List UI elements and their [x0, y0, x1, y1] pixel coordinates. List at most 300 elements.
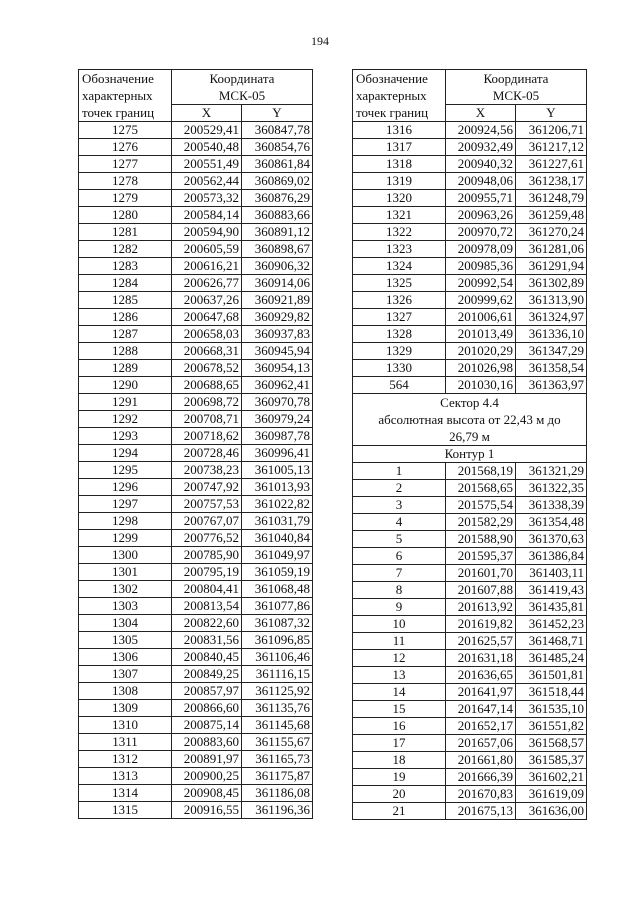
table-row	[79, 139, 313, 156]
y-coordinate-cell: 360979,24	[242, 411, 313, 428]
y-coordinate-cell: 361022,82	[242, 496, 313, 513]
header-coord-line2: МСК-05	[492, 88, 540, 103]
x-coordinate-cell: 200948,06	[446, 173, 516, 190]
x-coordinate-cell: 200857,97	[172, 683, 242, 700]
point-number-cell: 1307	[79, 666, 172, 683]
y-coordinate-cell: 361175,87	[242, 768, 313, 785]
x-coordinate-cell: 200978,09	[446, 241, 516, 258]
x-coordinate-cell: 201631,18	[446, 650, 516, 667]
table-header-row	[353, 70, 587, 105]
point-number-cell: 15	[353, 701, 446, 718]
point-number-cell: 1314	[79, 785, 172, 802]
table-row	[79, 445, 313, 462]
table-row	[353, 309, 587, 326]
table-row	[79, 598, 313, 615]
y-coordinate-cell: 361636,00	[516, 803, 587, 820]
table-row	[353, 599, 587, 616]
x-coordinate-cell: 201588,90	[446, 531, 516, 548]
x-coordinate-cell: 200658,03	[172, 326, 242, 343]
point-number-cell: 10	[353, 616, 446, 633]
table-row	[79, 190, 313, 207]
point-number-cell: 1306	[79, 649, 172, 666]
point-number-cell: 1293	[79, 428, 172, 445]
table-row	[79, 241, 313, 258]
x-coordinate-cell: 200540,48	[172, 139, 242, 156]
table-row	[79, 615, 313, 632]
table-row	[79, 547, 313, 564]
table-row	[79, 802, 313, 819]
y-coordinate-cell: 361322,35	[516, 480, 587, 497]
point-number-cell: 1282	[79, 241, 172, 258]
page-number: 194	[311, 34, 329, 48]
x-coordinate-cell: 200908,45	[172, 785, 242, 802]
y-coordinate-cell: 361386,84	[516, 548, 587, 565]
y-coordinate-cell: 360937,83	[242, 326, 313, 343]
y-coordinate-cell: 361347,29	[516, 343, 587, 360]
x-coordinate-cell: 200551,49	[172, 156, 242, 173]
y-coordinate-cell: 361196,36	[242, 802, 313, 819]
x-coordinate-cell: 200883,60	[172, 734, 242, 751]
y-coordinate-cell: 361155,67	[242, 734, 313, 751]
y-coordinate-cell: 361321,29	[516, 463, 587, 480]
y-coordinate-cell: 360847,78	[242, 122, 313, 139]
table-row	[353, 548, 587, 565]
point-number-cell: 1275	[79, 122, 172, 139]
point-number-cell: 1286	[79, 309, 172, 326]
coordinates-table-right	[352, 69, 587, 820]
header-label-line3: точек границ	[82, 105, 155, 120]
table-row	[79, 377, 313, 394]
point-number-cell: 1296	[79, 479, 172, 496]
x-coordinate-cell: 200813,54	[172, 598, 242, 615]
y-coordinate-cell: 361363,97	[516, 377, 587, 394]
x-coordinate-cell: 200757,53	[172, 496, 242, 513]
table-row	[353, 275, 587, 292]
point-number-cell: 1327	[353, 309, 446, 326]
x-coordinate-cell: 200785,90	[172, 547, 242, 564]
point-number-cell: 1315	[79, 802, 172, 819]
point-number-cell: 1317	[353, 139, 446, 156]
x-coordinate-cell: 200992,54	[446, 275, 516, 292]
table-row	[79, 479, 313, 496]
point-number-cell: 1299	[79, 530, 172, 547]
y-coordinate-cell: 361485,24	[516, 650, 587, 667]
x-coordinate-cell: 200728,46	[172, 445, 242, 462]
point-number-cell: 1311	[79, 734, 172, 751]
y-coordinate-cell: 361145,68	[242, 717, 313, 734]
table-row	[79, 683, 313, 700]
y-coordinate-cell: 361370,63	[516, 531, 587, 548]
table-row	[79, 530, 313, 547]
table-row	[79, 734, 313, 751]
y-coordinate-cell: 361313,90	[516, 292, 587, 309]
x-coordinate-cell: 200747,92	[172, 479, 242, 496]
right-table-body	[353, 70, 587, 820]
table-row	[79, 717, 313, 734]
y-coordinate-cell: 361338,39	[516, 497, 587, 514]
table-row	[353, 582, 587, 599]
y-coordinate-cell: 361227,61	[516, 156, 587, 173]
x-coordinate-cell: 201026,98	[446, 360, 516, 377]
point-number-cell: 1302	[79, 581, 172, 598]
table-row	[353, 480, 587, 497]
table-row	[353, 241, 587, 258]
point-number-cell: 5	[353, 531, 446, 548]
table-row	[353, 292, 587, 309]
y-coordinate-cell: 361518,44	[516, 684, 587, 701]
point-number-cell: 2	[353, 480, 446, 497]
table-row	[353, 565, 587, 582]
table-row	[79, 411, 313, 428]
y-coordinate-cell: 360869,02	[242, 173, 313, 190]
point-number-cell: 1	[353, 463, 446, 480]
y-coordinate-cell: 361259,48	[516, 207, 587, 224]
point-number-cell: 1292	[79, 411, 172, 428]
x-coordinate-cell: 201595,37	[446, 548, 516, 565]
y-coordinate-cell: 361452,23	[516, 616, 587, 633]
table-row	[79, 564, 313, 581]
table-row	[353, 343, 587, 360]
y-coordinate-cell: 361059,19	[242, 564, 313, 581]
table-row	[353, 786, 587, 803]
x-coordinate-cell: 200584,14	[172, 207, 242, 224]
x-coordinate-cell: 201619,82	[446, 616, 516, 633]
y-coordinate-cell: 361270,24	[516, 224, 587, 241]
x-coordinate-cell: 200804,41	[172, 581, 242, 598]
y-coordinate-cell: 361013,93	[242, 479, 313, 496]
x-coordinate-cell: 201601,70	[446, 565, 516, 582]
x-coordinate-cell: 200924,56	[446, 122, 516, 139]
y-coordinate-cell: 361324,97	[516, 309, 587, 326]
point-number-cell: 6	[353, 548, 446, 565]
x-coordinate-cell: 200932,49	[446, 139, 516, 156]
y-coordinate-cell: 361619,09	[516, 786, 587, 803]
y-coordinate-cell: 361551,82	[516, 718, 587, 735]
x-coordinate-cell: 201647,14	[446, 701, 516, 718]
x-coordinate-cell: 201568,19	[446, 463, 516, 480]
table-row	[353, 497, 587, 514]
contour-heading-line1: Контур 1	[444, 446, 495, 461]
point-number-cell: 1295	[79, 462, 172, 479]
x-coordinate-cell: 201657,06	[446, 735, 516, 752]
sector-heading-line3: 26,79 м	[449, 429, 490, 444]
x-coordinate-cell: 200776,52	[172, 530, 242, 547]
table-row	[79, 156, 313, 173]
sector-heading	[353, 394, 587, 446]
table-row	[79, 275, 313, 292]
point-number-cell: 1297	[79, 496, 172, 513]
table-row	[79, 224, 313, 241]
y-coordinate-cell: 360906,32	[242, 258, 313, 275]
table-row	[353, 633, 587, 650]
table-row	[79, 173, 313, 190]
point-number-cell: 1284	[79, 275, 172, 292]
point-number-cell: 1300	[79, 547, 172, 564]
x-coordinate-cell: 200668,31	[172, 343, 242, 360]
point-number-cell: 1278	[79, 173, 172, 190]
table-row	[353, 258, 587, 275]
table-row	[79, 258, 313, 275]
point-label-header	[353, 70, 446, 122]
table-row	[79, 632, 313, 649]
y-coordinate-cell: 361096,85	[242, 632, 313, 649]
table-row	[79, 122, 313, 139]
point-number-cell: 1323	[353, 241, 446, 258]
table-row	[353, 326, 587, 343]
header-label-line3: точек границ	[356, 105, 429, 120]
x-coordinate-cell: 201013,49	[446, 326, 516, 343]
point-number-cell: 1301	[79, 564, 172, 581]
table-header-row	[79, 70, 313, 105]
x-coordinate-cell: 200573,32	[172, 190, 242, 207]
table-row	[79, 751, 313, 768]
table-row	[79, 360, 313, 377]
point-number-cell: 9	[353, 599, 446, 616]
point-number-cell: 1309	[79, 700, 172, 717]
point-number-cell: 1325	[353, 275, 446, 292]
y-coordinate-cell: 361217,12	[516, 139, 587, 156]
point-number-cell: 1280	[79, 207, 172, 224]
y-coordinate-cell: 361281,06	[516, 241, 587, 258]
table-row	[353, 684, 587, 701]
y-coordinate-cell: 360996,41	[242, 445, 313, 462]
point-number-cell: 1276	[79, 139, 172, 156]
point-number-cell: 1318	[353, 156, 446, 173]
point-number-cell: 1294	[79, 445, 172, 462]
x-coordinate-cell: 200866,60	[172, 700, 242, 717]
point-number-cell: 4	[353, 514, 446, 531]
table-row	[353, 377, 587, 394]
point-number-cell: 1298	[79, 513, 172, 530]
y-coordinate-cell: 361031,79	[242, 513, 313, 530]
y-coordinate-cell: 361165,73	[242, 751, 313, 768]
point-number-cell: 1328	[353, 326, 446, 343]
coordinate-header	[172, 70, 313, 105]
y-coordinate-cell: 361535,10	[516, 701, 587, 718]
x-coordinate-cell: 200985,36	[446, 258, 516, 275]
y-coordinate-cell: 361106,46	[242, 649, 313, 666]
x-coordinate-cell: 200849,25	[172, 666, 242, 683]
sector-heading-line1: Сектор 4.4	[440, 395, 499, 410]
table-row	[79, 462, 313, 479]
y-column-header: Y	[242, 105, 313, 122]
table-row	[353, 616, 587, 633]
table-row	[79, 785, 313, 802]
table-row	[353, 224, 587, 241]
table-row	[79, 649, 313, 666]
y-coordinate-cell: 360883,66	[242, 207, 313, 224]
x-coordinate-cell: 200529,41	[172, 122, 242, 139]
x-coordinate-cell: 200698,72	[172, 394, 242, 411]
y-coordinate-cell: 361358,54	[516, 360, 587, 377]
point-number-cell: 21	[353, 803, 446, 820]
x-coordinate-cell: 200718,62	[172, 428, 242, 445]
x-coordinate-cell: 201030,16	[446, 377, 516, 394]
x-coordinate-cell: 201006,61	[446, 309, 516, 326]
x-coordinate-cell: 200916,55	[172, 802, 242, 819]
y-coordinate-cell: 361206,71	[516, 122, 587, 139]
x-coordinate-cell: 201641,97	[446, 684, 516, 701]
table-row	[353, 139, 587, 156]
x-coordinate-cell: 200605,59	[172, 241, 242, 258]
point-number-cell: 1310	[79, 717, 172, 734]
table-row	[79, 394, 313, 411]
x-coordinate-cell: 200840,45	[172, 649, 242, 666]
point-number-cell: 12	[353, 650, 446, 667]
point-number-cell: 14	[353, 684, 446, 701]
point-number-cell: 20	[353, 786, 446, 803]
point-number-cell: 13	[353, 667, 446, 684]
y-coordinate-cell: 361403,11	[516, 565, 587, 582]
y-coordinate-cell: 360929,82	[242, 309, 313, 326]
y-coordinate-cell: 360891,12	[242, 224, 313, 241]
point-number-cell: 1313	[79, 768, 172, 785]
y-coordinate-cell: 360921,89	[242, 292, 313, 309]
point-number-cell: 1312	[79, 751, 172, 768]
table-row	[353, 173, 587, 190]
x-coordinate-cell: 200594,90	[172, 224, 242, 241]
point-number-cell: 1287	[79, 326, 172, 343]
x-column-header: X	[172, 105, 242, 122]
x-coordinate-cell: 200891,97	[172, 751, 242, 768]
x-coordinate-cell: 200688,65	[172, 377, 242, 394]
x-coordinate-cell: 200822,60	[172, 615, 242, 632]
y-coordinate-cell: 361238,17	[516, 173, 587, 190]
y-coordinate-cell: 360914,06	[242, 275, 313, 292]
header-label-line1: Обозначение	[356, 71, 428, 86]
y-coordinate-cell: 361068,48	[242, 581, 313, 598]
table-row	[353, 531, 587, 548]
y-coordinate-cell: 361468,71	[516, 633, 587, 650]
point-number-cell: 3	[353, 497, 446, 514]
y-coordinate-cell: 360945,94	[242, 343, 313, 360]
header-coord-line2: МСК-05	[218, 88, 266, 103]
point-number-cell: 1305	[79, 632, 172, 649]
table-row	[79, 309, 313, 326]
y-coordinate-cell: 361354,48	[516, 514, 587, 531]
header-coord-line1: Координата	[209, 71, 275, 86]
y-coordinate-cell: 361077,86	[242, 598, 313, 615]
x-coordinate-cell: 201636,65	[446, 667, 516, 684]
x-coordinate-cell: 200767,07	[172, 513, 242, 530]
y-coordinate-cell: 361336,10	[516, 326, 587, 343]
point-number-cell: 17	[353, 735, 446, 752]
x-coordinate-cell: 200562,44	[172, 173, 242, 190]
y-coordinate-cell: 360898,67	[242, 241, 313, 258]
table-row	[353, 701, 587, 718]
y-coordinate-cell: 361302,89	[516, 275, 587, 292]
table-row	[79, 292, 313, 309]
x-coordinate-cell: 200940,32	[446, 156, 516, 173]
y-coordinate-cell: 361585,37	[516, 752, 587, 769]
y-coordinate-cell: 361568,57	[516, 735, 587, 752]
point-number-cell: 8	[353, 582, 446, 599]
sector-heading-row	[353, 394, 587, 446]
x-coordinate-cell: 201670,83	[446, 786, 516, 803]
x-coordinate-cell: 201613,92	[446, 599, 516, 616]
header-label-line2: характерных	[82, 88, 153, 103]
y-coordinate-cell: 361248,79	[516, 190, 587, 207]
y-coordinate-cell: 360861,84	[242, 156, 313, 173]
table-row	[79, 768, 313, 785]
x-coordinate-cell: 200616,21	[172, 258, 242, 275]
point-number-cell: 1283	[79, 258, 172, 275]
table-row	[79, 207, 313, 224]
x-coordinate-cell: 200738,23	[172, 462, 242, 479]
x-coordinate-cell: 200708,71	[172, 411, 242, 428]
y-coordinate-cell: 361419,43	[516, 582, 587, 599]
y-coordinate-cell: 361125,92	[242, 683, 313, 700]
x-coordinate-cell: 200875,14	[172, 717, 242, 734]
point-number-cell: 1288	[79, 343, 172, 360]
point-number-cell: 1304	[79, 615, 172, 632]
y-coordinate-cell: 360970,78	[242, 394, 313, 411]
header-coord-line1: Координата	[483, 71, 549, 86]
table-row	[79, 700, 313, 717]
point-number-cell: 19	[353, 769, 446, 786]
y-coordinate-cell: 361186,08	[242, 785, 313, 802]
table-row	[353, 514, 587, 531]
table-row	[353, 803, 587, 820]
x-coordinate-cell: 200999,62	[446, 292, 516, 309]
y-coordinate-cell: 361049,97	[242, 547, 313, 564]
y-coordinate-cell: 360854,76	[242, 139, 313, 156]
coordinate-header	[446, 70, 587, 105]
contour-heading	[353, 446, 587, 463]
point-number-cell: 1289	[79, 360, 172, 377]
point-number-cell: 1329	[353, 343, 446, 360]
x-coordinate-cell: 200795,19	[172, 564, 242, 581]
sector-heading-line2: абсолютная высота от 22,43 м до	[378, 412, 561, 427]
y-coordinate-cell: 361602,21	[516, 769, 587, 786]
x-coordinate-cell: 201568,65	[446, 480, 516, 497]
x-coordinate-cell: 200678,52	[172, 360, 242, 377]
table-row	[79, 343, 313, 360]
x-coordinate-cell: 201020,29	[446, 343, 516, 360]
point-number-cell: 1319	[353, 173, 446, 190]
x-coordinate-cell: 201582,29	[446, 514, 516, 531]
table-row	[79, 513, 313, 530]
x-coordinate-cell: 200831,56	[172, 632, 242, 649]
table-row	[79, 428, 313, 445]
x-coordinate-cell: 201675,13	[446, 803, 516, 820]
table-row	[79, 581, 313, 598]
y-coordinate-cell: 360987,78	[242, 428, 313, 445]
point-number-cell: 16	[353, 718, 446, 735]
x-column-header: X	[446, 105, 516, 122]
table-row	[353, 769, 587, 786]
y-coordinate-cell: 360954,13	[242, 360, 313, 377]
point-number-cell: 1290	[79, 377, 172, 394]
table-row	[353, 190, 587, 207]
left-table-body	[79, 70, 313, 819]
y-coordinate-cell: 361501,81	[516, 667, 587, 684]
point-number-cell: 1320	[353, 190, 446, 207]
point-number-cell: 1285	[79, 292, 172, 309]
table-row	[353, 156, 587, 173]
point-number-cell: 1321	[353, 207, 446, 224]
x-coordinate-cell: 200963,26	[446, 207, 516, 224]
x-coordinate-cell: 201607,88	[446, 582, 516, 599]
y-coordinate-cell: 361291,94	[516, 258, 587, 275]
table-row	[353, 667, 587, 684]
y-coordinate-cell: 361087,32	[242, 615, 313, 632]
table-row	[79, 666, 313, 683]
point-number-cell: 1326	[353, 292, 446, 309]
point-number-cell: 564	[353, 377, 446, 394]
table-row	[353, 752, 587, 769]
y-coordinate-cell: 360876,29	[242, 190, 313, 207]
